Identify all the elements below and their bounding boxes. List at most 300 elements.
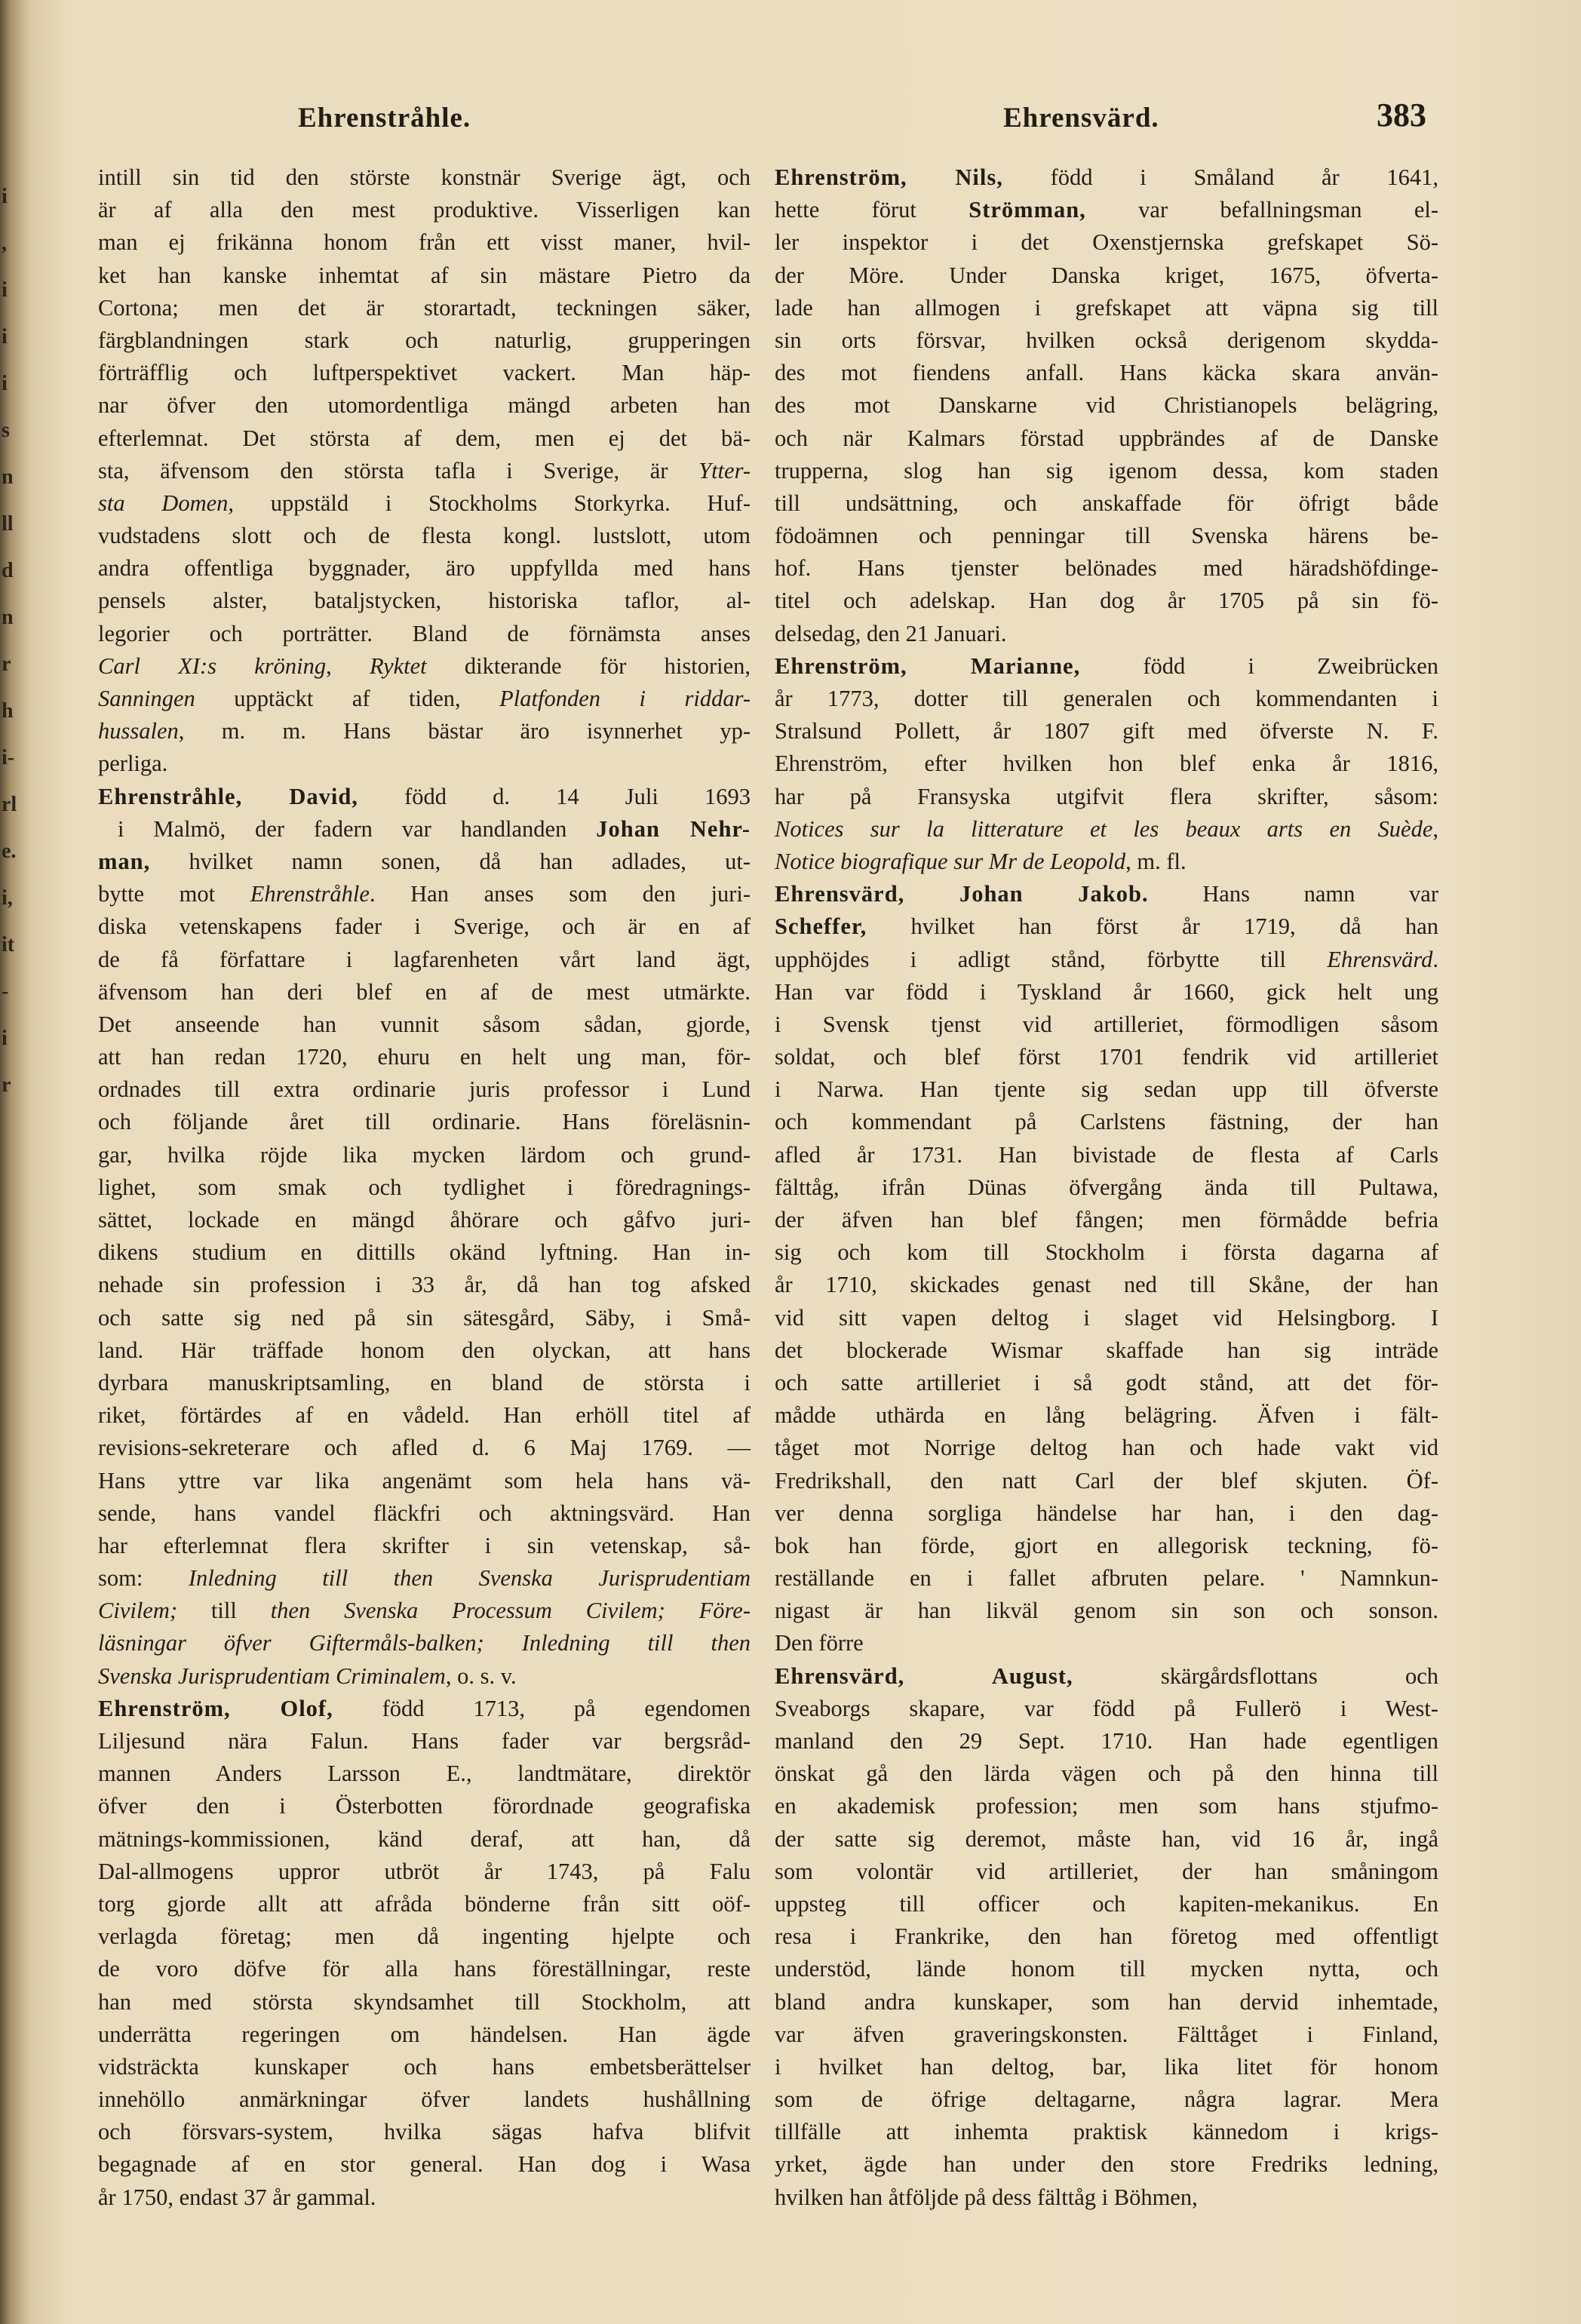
- text-line: [775, 161, 1438, 194]
- text-line: [775, 1399, 1438, 1432]
- text-line: [775, 910, 1438, 943]
- text-line: [98, 1073, 751, 1106]
- gutter-mark: ll: [2, 512, 14, 536]
- text-run: var äfven graveringskonsten. Fälttåget i Finland,: [775, 2021, 1438, 2047]
- text-line: [775, 389, 1438, 422]
- text-line: [98, 1236, 751, 1269]
- text-line: [98, 1530, 751, 1562]
- text-run: Ehrenström, efter hvilken hon blef enka år 1816,: [775, 751, 1438, 777]
- text-line: [775, 1627, 1438, 1659]
- text-run: och när Kalmars förstad uppbrändes af de Danske: [775, 425, 1438, 451]
- running-head-left: Ehrenstråhle.: [298, 103, 471, 134]
- italic-title: läsningar öfver Giftermåls-balken; Inledning till then: [98, 1630, 751, 1656]
- text-run: Stralsund Pollett, år 1807 gift med öfverste N. F.: [775, 718, 1438, 744]
- text-line: [775, 944, 1438, 976]
- italic-title: Ytter-: [698, 457, 751, 484]
- text-line: [98, 1497, 751, 1530]
- gutter-mark: n: [2, 465, 14, 489]
- entry-headword: man,: [98, 848, 151, 874]
- text-line: [775, 487, 1438, 520]
- text-line: [775, 1856, 1438, 1888]
- text-run: man ej frikänna honom från ett visst maner, hvil-: [98, 229, 751, 256]
- text-run: till: [177, 1598, 271, 1624]
- italic-title: Civilem;: [98, 1598, 178, 1624]
- text-run: det blockerade Wismar skaffade han sig inträde: [775, 1337, 1438, 1363]
- text-run: trupperna, slog han sig igenom dessa, kom staden: [775, 457, 1438, 484]
- text-run: der Möre. Under Danska kriget, 1675, öfverta-: [775, 262, 1438, 288]
- text-run: har efterlemnat flera skrifter i sin vetenskap, så-: [98, 1532, 751, 1558]
- text-line: [775, 1758, 1438, 1790]
- text-line: [775, 552, 1438, 585]
- text-run: att han redan 1720, ehuru en helt ung man, för-: [98, 1044, 751, 1070]
- text-run: har på Fransyska utgifvit flera skrifter, såsom:: [775, 783, 1438, 809]
- text-line: [775, 1302, 1438, 1334]
- text-line: [98, 1334, 751, 1367]
- page-number: 383: [1377, 97, 1426, 134]
- text-run: i hvilket han deltog, bar, lika litet för honom: [775, 2053, 1438, 2080]
- text-line: [98, 585, 751, 617]
- text-run: sta, äfvensom den största tafla i Sverige, är: [98, 457, 699, 484]
- text-run: född 1713, på egendomen: [333, 1695, 751, 1721]
- text-run: Dal-allmogens uppror utbröt år 1743, på Falu: [98, 1858, 751, 1884]
- text-line: [775, 2051, 1438, 2083]
- gutter-mark: rl: [2, 793, 17, 816]
- text-run: född i Zweibrücken: [1080, 652, 1438, 679]
- text-line: [775, 748, 1438, 780]
- entry-headword: Ehrenstråhle, David,: [98, 783, 358, 809]
- text-run: , uppstäld i Stockholms Storkyrka. Huf-: [228, 490, 751, 516]
- text-run: de få författare i lagfarenheten vårt land ägt,: [98, 946, 751, 972]
- italic-title: hussalen: [98, 718, 179, 744]
- text-run: till undsättning, och anskaffade för öfrigt både: [775, 490, 1438, 516]
- text-line: [98, 1790, 751, 1822]
- text-line: [775, 1334, 1438, 1367]
- text-run: och följande året till ordinarie. Hans föreläsnin-: [98, 1109, 751, 1135]
- text-run: tillfälle att inhemta praktisk kännedom i krigs-: [775, 2119, 1438, 2145]
- italic-title: Platfonden i riddar-: [499, 686, 751, 711]
- gutter-mark: i: [2, 185, 8, 208]
- gutter-mark: i: [2, 1027, 8, 1050]
- text-run: riket, förtärdes af en vådeld. Han erhöll titel af: [98, 1402, 751, 1429]
- text-line: [98, 1660, 751, 1693]
- text-line: [98, 878, 751, 910]
- entry-headword: Ehrenström, Nils,: [775, 164, 1003, 190]
- text-run: sin orts försvar, hvilken också derigenom skydda-: [775, 327, 1438, 353]
- text-run: och satte artilleriet i så godt stånd, att det för-: [775, 1369, 1438, 1395]
- text-run: nigast är han likväl genom sin son och sonson.: [775, 1598, 1438, 1624]
- text-line: [98, 1888, 751, 1920]
- gutter-mark: it: [2, 933, 15, 956]
- text-run: de voro döfve för alla hans föreställningar, reste: [98, 1956, 751, 1982]
- text-line: [775, 813, 1438, 846]
- entry-headword: Strömman,: [969, 197, 1086, 223]
- gutter-mark: d: [2, 559, 14, 582]
- text-run: , m. fl.: [1125, 848, 1187, 874]
- text-line: [98, 2116, 751, 2148]
- text-run: andra offentliga byggnader, äro uppfyllda med hans: [98, 555, 751, 582]
- text-run: underrätta regeringen om händelsen. Han ägde: [98, 2021, 751, 2047]
- text-run: i Narwa. Han tjente sig sedan upp till öfverste: [775, 1076, 1438, 1103]
- text-run: revisions-sekreterare och afled d. 6 Maj 1769. —: [98, 1435, 751, 1461]
- italic-title: then Svenska Processum Civilem; Före-: [270, 1598, 751, 1624]
- text-line: [98, 1269, 751, 1301]
- text-run: vidsträckta kunskaper och hans embetsberättelser: [98, 2053, 751, 2080]
- text-run: öfver den i Österbotten förordnade geografiska: [98, 1793, 751, 1819]
- text-run: uppsteg till officer och kapiten-mekanikus. En: [775, 1890, 1438, 1917]
- text-run: äfvensom han deri blef en af de mest utmärkte.: [98, 978, 751, 1005]
- text-line: [775, 1562, 1438, 1595]
- text-line: [98, 487, 751, 520]
- text-run: ,: [1432, 815, 1438, 842]
- text-line: [98, 1041, 751, 1073]
- text-line: [98, 259, 751, 292]
- text-line: [775, 585, 1438, 617]
- text-line: [98, 1106, 751, 1138]
- italic-title: Carl XI:s kröning: [98, 652, 327, 679]
- text-run: sende, hans vandel fläckfri och aktningsvärd. Han: [98, 1500, 751, 1526]
- text-line: [98, 910, 751, 943]
- text-line: [775, 520, 1438, 552]
- gutter-marginalia: [2, 173, 20, 1097]
- text-line: [98, 1399, 751, 1432]
- text-run: år 1750, endast 37 år gammal.: [98, 2184, 376, 2210]
- running-head-right: Ehrensvärd.: [1003, 103, 1159, 134]
- text-line: [98, 1627, 751, 1659]
- text-run: dikens studium en dittills okänd lyftning. Han in-: [98, 1239, 751, 1266]
- text-line: [98, 520, 751, 552]
- text-line: [98, 748, 751, 780]
- text-run: färgblandningen stark och naturlig, grupperingen: [98, 327, 751, 353]
- text-run: innehöllo anmärkningar öfver landets hushållning: [98, 2086, 751, 2113]
- text-line: [98, 1139, 751, 1171]
- text-run: som:: [98, 1565, 189, 1592]
- text-run: efterlemnat. Det största af dem, men ej det bä-: [98, 425, 751, 451]
- italic-title: Notice biografique sur Mr de Leopold: [775, 848, 1126, 874]
- text-run: skärgårdsflottans och: [1073, 1662, 1438, 1689]
- text-run: i Svensk tjenst vid artilleriet, förmodligen såsom: [775, 1011, 1438, 1037]
- text-line: [98, 2051, 751, 2083]
- text-run: lade han allmogen i grefskapet att väpna sig till: [775, 294, 1438, 321]
- text-run: född i Småland år 1641,: [1002, 164, 1439, 190]
- gutter-mark: r: [2, 1073, 11, 1097]
- text-run: diska vetenskapens fader i Sverige, och är en af: [98, 913, 751, 940]
- text-run: Det anseende han vunnit såsom sådan, gjorde,: [98, 1011, 751, 1037]
- text-run: des mot fiendens anfall. Hans käcka skara använ-: [775, 360, 1438, 386]
- entry-headword: Scheffer,: [775, 913, 867, 940]
- right-text-column: [775, 161, 1438, 2214]
- text-line: [98, 1008, 751, 1041]
- text-run: , o. s. v.: [445, 1662, 517, 1689]
- gutter-mark: i: [2, 325, 8, 348]
- text-line: [98, 1986, 751, 2019]
- text-run: Hans yttre var lika angenämt som hela hans vä-: [98, 1467, 751, 1494]
- text-line: [98, 1171, 751, 1204]
- text-line: [775, 357, 1438, 389]
- text-line: [775, 2148, 1438, 2181]
- text-run: ver denna sorgliga händelse har han, i den dag-: [775, 1500, 1438, 1526]
- text-run: är af alla den mest produktive. Visserligen kan: [98, 197, 751, 223]
- text-line: [98, 455, 751, 487]
- text-run: vid sitt vapen deltog i slaget vid Helsingborg. I: [775, 1304, 1438, 1331]
- gutter-mark: h: [2, 699, 14, 723]
- entry-headword: Ehrenström, Marianne,: [775, 652, 1081, 679]
- entry-headword: Ehrenström, Olof,: [98, 1695, 333, 1721]
- text-line: [775, 878, 1438, 910]
- text-run: en akademisk profession; men som hans stjufmo-: [775, 1793, 1438, 1819]
- text-line: [98, 1562, 751, 1595]
- text-run: ler inspektor i det Oxenstjernska grefskapet Sö-: [775, 229, 1438, 256]
- text-line: [775, 2019, 1438, 2051]
- text-run: pensels alster, bataljstycken, historiska taflor, al-: [98, 588, 751, 614]
- text-run: ,: [326, 652, 370, 679]
- text-line: [775, 1008, 1438, 1041]
- text-line: [98, 1953, 751, 1985]
- text-line: [775, 422, 1438, 455]
- text-line: [775, 1888, 1438, 1920]
- gutter-mark: ,: [2, 232, 7, 255]
- text-line: [98, 194, 751, 226]
- text-line: [775, 1204, 1438, 1236]
- gutter-mark: s: [2, 419, 10, 442]
- text-run: afled år 1731. Han bivistade de flesta af Carls: [775, 1141, 1438, 1168]
- text-run: des mot Danskarne vid Christianopels belägring,: [775, 392, 1438, 419]
- text-line: [775, 292, 1438, 324]
- text-line: [98, 161, 751, 194]
- text-run: resa i Frankrike, den han företog med offentligt: [775, 1923, 1438, 1950]
- text-run: torg gjorde allt att afråda bönderne från sitt oöf-: [98, 1890, 751, 1917]
- italic-title: Ehrenstråhle: [250, 881, 370, 907]
- text-run: intill sin tid den störste konstnär Sverige ägt, och: [98, 164, 751, 190]
- text-line: [775, 1823, 1438, 1856]
- text-run: gar, hvilka röjde lika mycken lärdom och grund-: [98, 1141, 751, 1168]
- text-line: [775, 259, 1438, 292]
- text-line: [775, 2181, 1438, 2214]
- text-line: [775, 1073, 1438, 1106]
- text-line: [98, 324, 751, 357]
- text-run: Den förre: [775, 1630, 864, 1656]
- italic-title: Ryktet: [370, 652, 427, 679]
- text-line: [98, 618, 751, 650]
- text-run: manland den 29 Sept. 1710. Han hade egentligen: [775, 1728, 1438, 1754]
- text-line: [775, 1693, 1438, 1725]
- text-run: , m. m. Hans bästar äro isynnerhet yp-: [178, 718, 751, 744]
- text-line: [98, 1823, 751, 1856]
- text-line: [98, 1302, 751, 1334]
- text-run: perliga.: [98, 751, 168, 777]
- text-run: bland andra kunskaper, som han dervid inhemtade,: [775, 1988, 1438, 2015]
- text-line: [98, 1725, 751, 1758]
- text-run: upptäckt af tiden,: [195, 686, 500, 711]
- text-run: var befallningsman el-: [1085, 197, 1438, 223]
- text-run: Liljesund nära Falun. Hans fader var bergsråd-: [98, 1728, 751, 1754]
- text-run: Cortona; men det är storartadt, teckningen säker,: [98, 294, 751, 321]
- text-line: [98, 1856, 751, 1888]
- italic-title: Sanningen: [98, 686, 195, 711]
- text-run: hette förut: [775, 197, 969, 223]
- text-line: [775, 226, 1438, 259]
- text-line: [98, 389, 751, 422]
- gutter-mark: i: [2, 278, 8, 302]
- text-line: [98, 357, 751, 389]
- text-run: delsedag, den 21 Januari.: [775, 620, 1007, 646]
- text-run: hvilken han åtföljde på dess fälttåg i Böhmen,: [775, 2184, 1198, 2210]
- text-run: bok han förde, gjort en allegorisk teckning, fö-: [775, 1532, 1438, 1558]
- text-line: [775, 976, 1438, 1008]
- gutter-mark: -: [2, 980, 9, 1003]
- italic-title: Ehrensvärd: [1327, 946, 1433, 972]
- text-line: [775, 1530, 1438, 1562]
- text-run: och kommendant på Carlstens fästning, der han: [775, 1109, 1438, 1135]
- text-line: [98, 1595, 751, 1627]
- text-line: [775, 455, 1438, 487]
- text-run: yrket, ägde han under den store Fredriks ledning,: [775, 2151, 1438, 2178]
- text-line: [775, 324, 1438, 357]
- text-line: [775, 1432, 1438, 1464]
- text-run: förträfflig och luftperspektivet vackert. Man häp-: [98, 360, 751, 386]
- text-line: [775, 1790, 1438, 1822]
- text-run: han med största skyndsamhet till Stockholm, att: [98, 1988, 751, 2015]
- text-line: [98, 846, 751, 878]
- text-line: [98, 1367, 751, 1399]
- gutter-mark: n: [2, 606, 14, 629]
- text-run: sättet, lockade en mängd åhörare och gåfvo juri-: [98, 1207, 751, 1233]
- text-run: upphöjdes i adligt stånd, förbytte till: [775, 946, 1328, 972]
- text-run: soldat, och blef först 1701 fendrik vid artilleriet: [775, 1044, 1438, 1070]
- text-run: der äfven han blef fången; men förmådde befria: [775, 1207, 1438, 1233]
- text-run: nehade sin profession i 33 år, då han tog afsked: [98, 1272, 751, 1298]
- text-run: lighet, som smak och tydlighet i föredragnings-: [98, 1174, 751, 1200]
- text-run: och försvars-system, hvilka sägas hafva blifvit: [98, 2119, 751, 2145]
- text-line: [775, 2083, 1438, 2116]
- text-line: [775, 194, 1438, 226]
- text-run: begagnade af en stor general. Han dog i Wasa: [98, 2151, 751, 2178]
- text-line: [98, 1432, 751, 1464]
- entry-headword: Ehrensvärd, Johan Jakob.: [775, 881, 1149, 907]
- text-line: [98, 2181, 751, 2214]
- text-run: mannen Anders Larsson E., landtmätare, direktör: [98, 1761, 751, 1787]
- gutter-mark: i,: [2, 886, 13, 910]
- text-line: [775, 1465, 1438, 1497]
- text-line: [98, 422, 751, 455]
- text-line: [775, 2116, 1438, 2148]
- text-run: år 1710, skickades genast ned till Skåne, der han: [775, 1272, 1438, 1298]
- text-run: mådde uthärda en lång belägring. Äfven i fält-: [775, 1402, 1438, 1429]
- text-line: [775, 1269, 1438, 1301]
- italic-title: sta Domen: [98, 490, 229, 516]
- text-run: . Han anses som den juri-: [369, 881, 751, 907]
- text-line: [98, 2148, 751, 2181]
- text-run: önskat gå den lärda vägen och på den hinna till: [775, 1761, 1438, 1787]
- text-run: nar öfver den utomordentliga mängd arbeten han: [98, 392, 751, 419]
- text-line: [98, 292, 751, 324]
- text-line: [98, 226, 751, 259]
- text-line: [775, 1986, 1438, 2019]
- text-line: [775, 1367, 1438, 1399]
- text-run: verlagda företag; men då ingenting hjelpte och: [98, 1923, 751, 1950]
- text-run: Fredrikshall, den natt Carl der blef skjuten. Öf-: [775, 1467, 1438, 1494]
- text-run: vudstadens slott och de flesta kongl. lustslott, utom: [98, 523, 751, 549]
- italic-title: Inledning till then Svenska Jurisprudentiam: [188, 1565, 751, 1592]
- left-text-column: [98, 161, 751, 2214]
- text-line: [98, 2083, 751, 2116]
- text-line: [98, 683, 751, 715]
- text-line: [98, 976, 751, 1008]
- text-line: [775, 1171, 1438, 1204]
- running-header: [298, 97, 1429, 147]
- text-line: [775, 1920, 1438, 1953]
- text-line: [775, 1497, 1438, 1530]
- text-run: år 1773, dotter till generalen och kommendanten i: [775, 686, 1438, 711]
- text-line: [775, 1041, 1438, 1073]
- text-run: understöd, lände honom till mycken nytta, och: [775, 1956, 1438, 1982]
- text-line: [775, 846, 1438, 878]
- text-line: [98, 1758, 751, 1790]
- text-run: .: [1432, 946, 1438, 972]
- text-line: [775, 781, 1438, 813]
- text-line: [98, 1465, 751, 1497]
- text-run: i Malmö, der fadern var handlanden: [118, 815, 597, 842]
- text-run: som volontär vid artilleriet, der han småningom: [775, 1858, 1438, 1884]
- text-run: legorier och porträtter. Bland de förnämsta anses: [98, 620, 751, 646]
- italic-title: Svenska Jurisprudentiam Criminalem: [98, 1662, 446, 1689]
- text-run: ket han kanske inhemtat af sin mästare Pietro da: [98, 262, 751, 288]
- text-run: fälttåg, ifrån Dünas öfvergång ända till Pultawa,: [775, 1174, 1438, 1200]
- italic-title: Notices sur la litterature et les beaux arts en Suède: [775, 815, 1433, 842]
- text-line: [98, 552, 751, 585]
- text-run: födoämnen och penningar till Svenska härens be-: [775, 523, 1438, 549]
- text-line: [775, 683, 1438, 715]
- text-run: ordnades till extra ordinarie juris professor i Lund: [98, 1076, 751, 1103]
- text-run: reställande en i fallet afbruten pelare. ' Namnkun-: [775, 1565, 1438, 1592]
- text-line: [98, 1204, 751, 1236]
- text-line: [775, 715, 1438, 748]
- text-run: född d. 14 Juli 1693: [358, 783, 751, 809]
- text-line: [775, 1660, 1438, 1693]
- text-line: [775, 1106, 1438, 1138]
- text-line: [775, 618, 1438, 650]
- text-run: hvilket namn sonen, då han adlades, ut-: [150, 848, 751, 874]
- text-line: [775, 1595, 1438, 1627]
- text-run: der satte sig deremot, måste han, vid 16 år, ingå: [775, 1825, 1438, 1852]
- text-line: [98, 2019, 751, 2051]
- text-run: dyrbara manuskriptsamling, en bland de största i: [98, 1369, 751, 1395]
- text-line: [775, 1236, 1438, 1269]
- text-run: hof. Hans tjenster belönades med häradshöfdinge-: [775, 555, 1438, 582]
- text-line: [775, 1139, 1438, 1171]
- text-run: Sveaborgs skapare, var född på Fullerö i West-: [775, 1695, 1438, 1721]
- gutter-mark: i: [2, 372, 8, 395]
- text-run: sig och kom till Stockholm i första dagarna af: [775, 1239, 1438, 1266]
- text-run: mätnings-kommissionen, känd deraf, att han, då: [98, 1825, 751, 1852]
- text-line: [98, 1693, 751, 1725]
- text-line: [775, 1725, 1438, 1758]
- gutter-mark: i-: [2, 746, 15, 769]
- text-run: och satte sig ned på sin sätesgård, Säby, i Små-: [98, 1304, 751, 1331]
- text-run: som de öfrige deltagarne, några lagrar. Mera: [775, 2086, 1438, 2113]
- text-line: [98, 1920, 751, 1953]
- text-run: land. Här träffade honom den olyckan, att hans: [98, 1337, 751, 1363]
- text-run: titel och adelskap. Han dog år 1705 på sin fö-: [775, 588, 1438, 614]
- text-run: hvilket han först år 1719, då han: [867, 913, 1438, 940]
- text-run: Hans namn var: [1148, 881, 1439, 907]
- text-line: [775, 650, 1438, 683]
- entry-headword: Johan Nehr-: [596, 815, 751, 842]
- text-run: bytte mot: [98, 881, 250, 907]
- text-run: dikterande för historien,: [426, 652, 751, 679]
- text-line: [98, 944, 751, 976]
- text-line: [98, 715, 751, 748]
- text-line: [775, 1953, 1438, 1985]
